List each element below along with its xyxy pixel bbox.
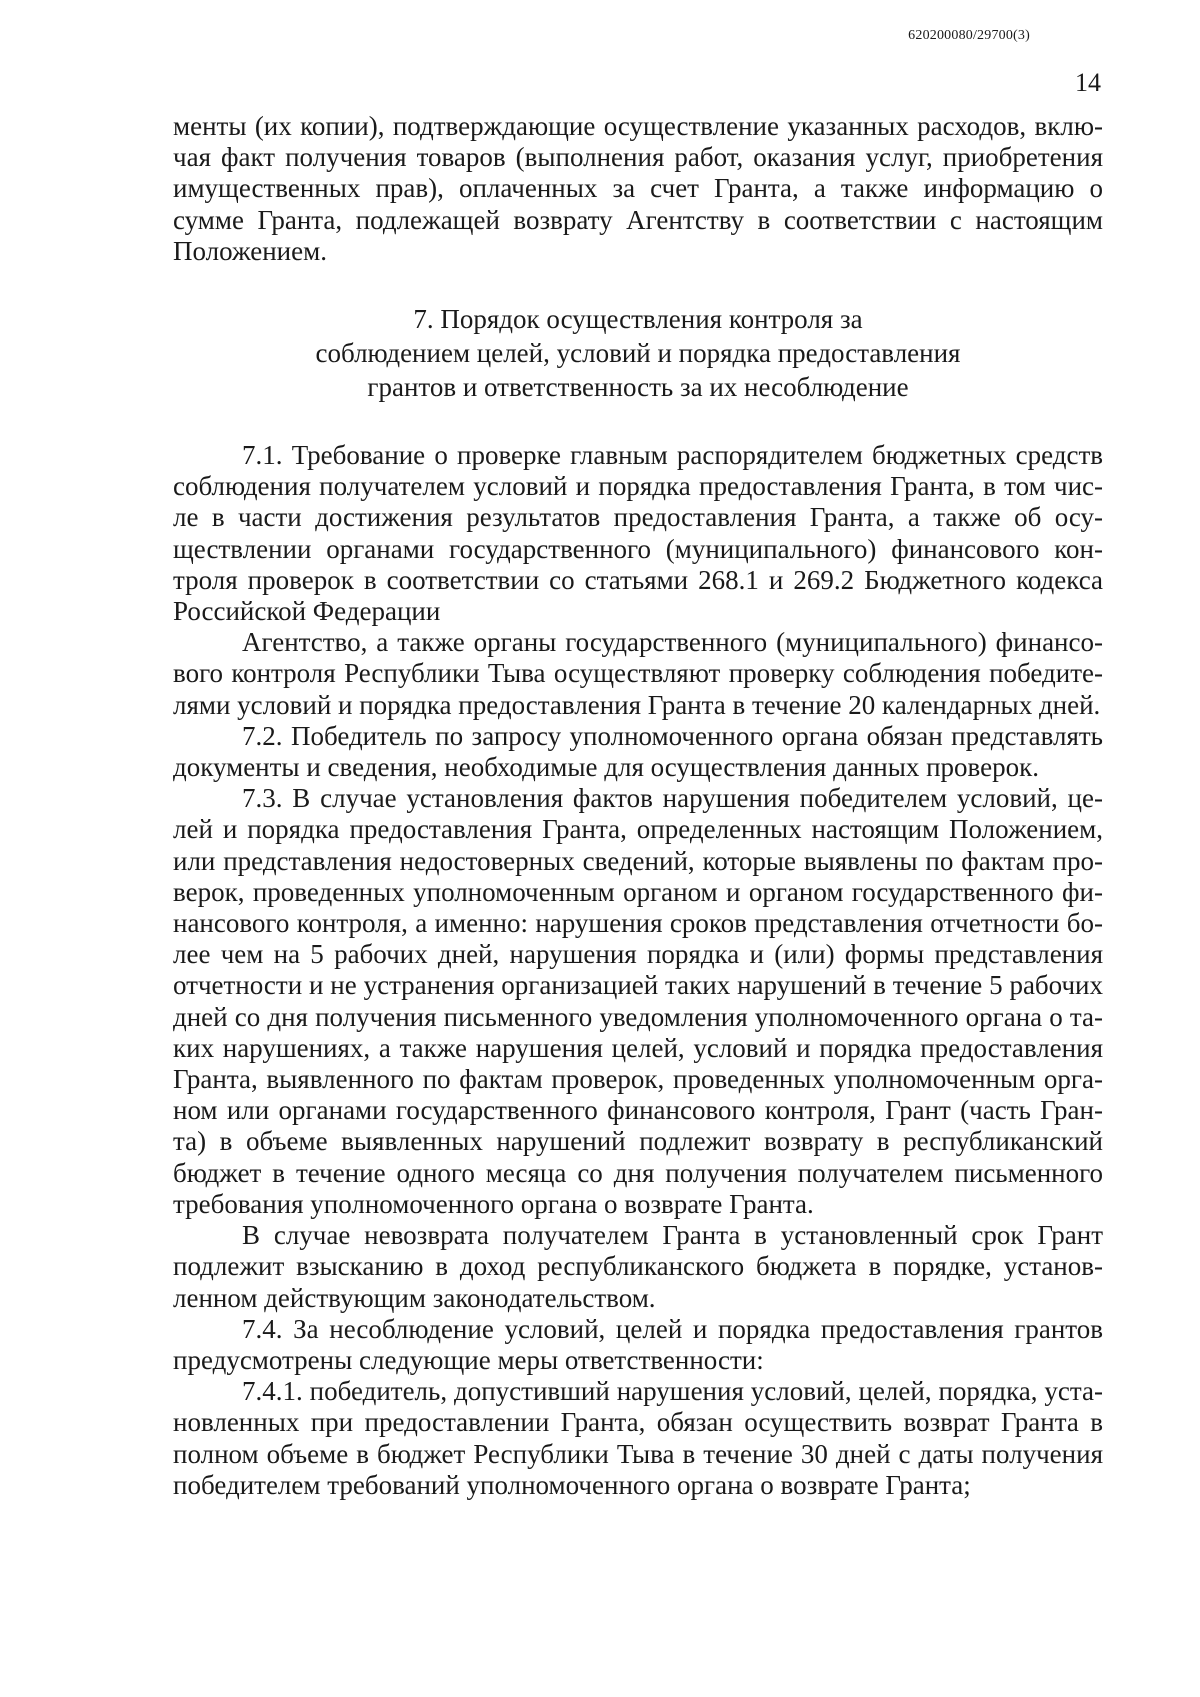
document-body <box>173 111 1103 1501</box>
paragraph-7-2: 7.2. Победитель по запросу уполномоченного органа обязан представлять документы и сведения, необходимые для осуществления данных проверок. <box>173 720 1103 783</box>
section-title-line: грантов и ответственность за их несоблюдение <box>367 372 909 403</box>
document-number: 620200080/29700(3) <box>908 28 1030 43</box>
paragraph-7-4: 7.4. За несоблюдение условий, целей и порядка предоставления грантов предусмотрены следующие меры ответственности: <box>173 1313 1103 1375</box>
intro-paragraph: менты (их копии), подтверждающие осуществление указанных расходов, включая факт получения товаров (выполнения работ, оказания услуг, приобретения имущественных прав), оплаченных за счет Гранта, а также информацию о сумме Гранта, подлежащей возврату Агентству в соответствии с настоящим Положением. <box>173 111 1103 266</box>
section-title-line: 7. Порядок осуществления контроля за <box>413 304 863 335</box>
page-number: 14 <box>1075 68 1101 97</box>
paragraph-7-1: 7.1. Требование о проверке главным распорядителем бюджетных средств соблюдения получателем условий и порядка предоставления Гранта, в том числе в части достижения результатов предоставления Гранта, а также об осуществлении органами государственного (муниципального) финансового контроля проверок в соответствии со статьями 268.1 и 269.2 Бюджетного кодекса Российской Федерации <box>173 440 1103 627</box>
section-title <box>173 302 1103 404</box>
paragraph-7-4-1: 7.4.1. победитель, допустивший нарушения условий, целей, порядка, установленных при предоставлении Гранта, обязан осуществить возврат Гранта в полном объеме в бюджет Республики Тыва в течение 30 дней с даты получения победителем требований уполномоченного органа о возврате Гранта; <box>173 1376 1103 1500</box>
paragraph-7-3: 7.3. В случае установления фактов нарушения победителем условий, целей и порядка предоставления Гранта, определенных настоящим Положением, или представления недостоверных сведений, которые выявлены по фактам проверок, проведенных уполномоченным органом и органом государственного финансового контроля, а именно: нарушения сроков представления отчетности более чем на 5 рабочих дней, нарушения порядка и (или) формы представления отчетности и не устранения организацией таких нарушений в течение 5 рабочих дней со дня получения письменного уведомления уполномоченного органа о таких нарушениях, а также нарушения целей, условий и порядка предоставления Гранта, выявленного по фактам проверок, проведенных уполномоченным органом или органами государственного финансового контроля, Грант (часть Гранта) в объеме выявленных нарушений подлежит возврату в республиканский бюджет в течение одного месяца со дня получения получателем письменного требования уполномоченного органа о возврате Гранта. <box>173 783 1103 1219</box>
section-title-line: соблюдением целей, условий и порядка предоставления <box>315 338 961 369</box>
paragraph-agency-check: Агентство, а также органы государственного (муниципального) финансового контроля Республики Тыва осуществляют проверку соблюдения победителями условий и порядка предоставления Гранта в течение 20 календарных дней. <box>173 627 1103 720</box>
paragraph-non-return: В случае невозврата получателем Гранта в установленный срок Грант подлежит взысканию в доход республиканского бюджета в порядке, установленном действующим законодательством. <box>173 1220 1103 1313</box>
